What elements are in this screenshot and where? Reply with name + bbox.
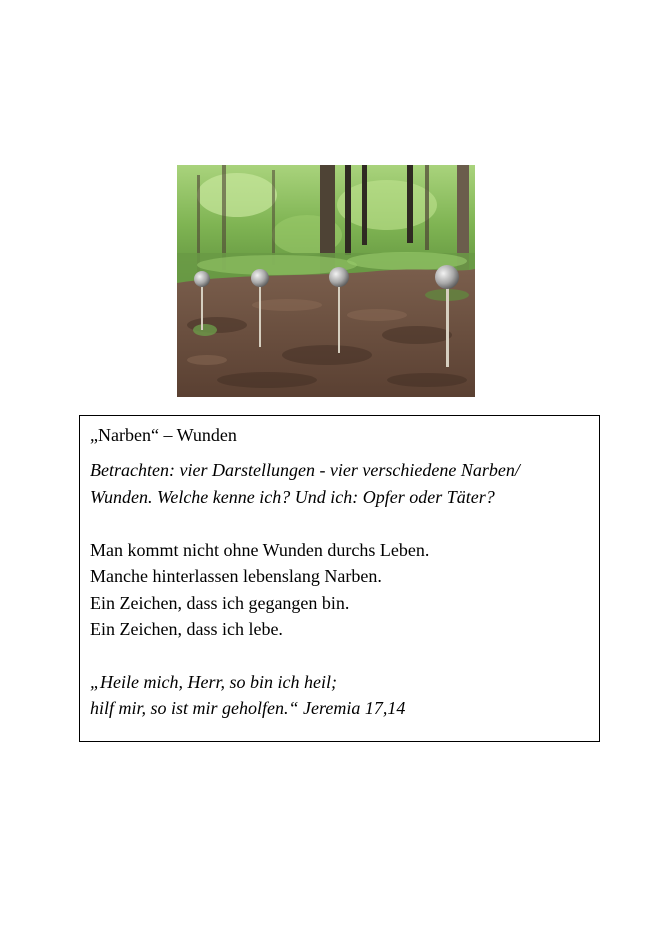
intro-line-1: Betrachten: vier Darstellungen - vier verschiedene Narben/	[90, 460, 520, 480]
quote-line-2: hilf mir, so ist mir geholfen.“ Jeremia 17,14	[90, 698, 406, 718]
body-line-4: Ein Zeichen, dass ich lebe.	[90, 619, 283, 639]
body-line-3: Ein Zeichen, dass ich gegangen bin.	[90, 593, 350, 613]
box-title: „Narben“ – Wunden	[90, 425, 237, 445]
text-box	[79, 415, 600, 742]
intro-line-2: Wunden. Welche kenne ich? Und ich: Opfer oder Täter?	[90, 487, 495, 507]
body-line-2: Manche hinterlassen lebenslang Narben.	[90, 566, 382, 586]
forest-photo	[177, 165, 475, 397]
quote-line-1: „Heile mich, Herr, so bin ich heil;	[90, 672, 337, 692]
forest-photo-illustration	[177, 165, 475, 397]
body-line-1: Man kommt nicht ohne Wunden durchs Leben.	[90, 540, 430, 560]
